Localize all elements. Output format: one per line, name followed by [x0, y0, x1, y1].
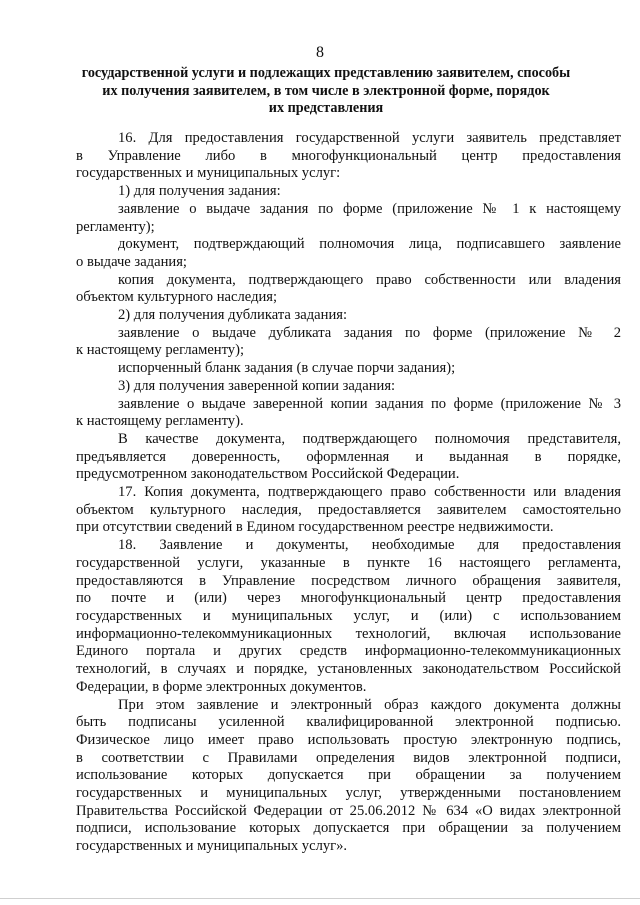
text-line: Правительства Российской Федерации от 25.06.2012 № 634 «О видах электронной	[76, 802, 621, 819]
paragraph	[76, 307, 621, 325]
text-line: В качестве документа, подтверждающего полномочия представителя,	[118, 430, 621, 447]
document-body	[76, 130, 621, 856]
page-bottom-edge	[0, 898, 640, 899]
text-line: Физическое лицо имеет право использовать простую электронную подпись,	[76, 731, 621, 748]
page-number: 8	[316, 44, 324, 61]
text-line: 1) для получения задания:	[118, 183, 281, 200]
text-line: 16. Для предоставления государственной услуги заявитель представляет	[118, 130, 621, 146]
text-line: предъявляется доверенность, оформленная и выданная в порядке,	[76, 448, 621, 465]
text-line: заявление о выдаче заверенной копии задания по форме (приложение № 3	[118, 395, 621, 412]
text-line: 18. Заявление и документы, необходимые для предоставления	[118, 537, 621, 554]
heading-line: их представления	[268, 100, 384, 116]
text-line: предоставляются в Управление посредством личного обращения заявителя,	[76, 572, 621, 589]
paragraph	[76, 272, 621, 307]
heading-line: государственной услуги и подлежащих представлению заявителем, способы	[81, 65, 571, 81]
text-line: при отсутствии сведений в Едином государственном реестре недвижимости.	[76, 519, 554, 536]
text-line: государственных и муниципальных услуг, и (или) с использованием	[76, 607, 621, 624]
paragraph	[76, 325, 621, 360]
text-line: документ, подтверждающий полномочия лица, подписавшего заявление	[118, 236, 621, 253]
text-line: в соответствии с Правилами определения видов электронной подписи,	[76, 749, 621, 766]
text-line: о выдаче задания;	[76, 253, 187, 270]
text-line: Федерации, в форме электронных документов.	[76, 678, 367, 695]
text-line: государственной услуги, указанные в пункте 16 настоящего регламента,	[76, 554, 621, 571]
paragraph	[76, 697, 621, 856]
paragraph	[76, 484, 621, 537]
paragraph	[76, 378, 621, 396]
text-line: заявление о выдаче задания по форме (приложение № 1 к настоящему	[118, 200, 621, 217]
text-line: подписи, использование которых допускается при обращении за получением	[76, 820, 621, 837]
paragraph	[76, 537, 621, 696]
text-line: технологий, в случаях и порядке, установленных законодательством Российской	[76, 661, 621, 678]
paragraph	[76, 201, 621, 236]
paragraph	[76, 183, 621, 201]
paragraph	[76, 431, 621, 484]
text-line: информационно-телекоммуникационных технологий, включая использование	[76, 625, 621, 642]
text-line: в Управление либо в многофункциональный центр предоставления	[76, 147, 621, 164]
text-line: Единого портала и других средств информационно-телекоммуникационных	[76, 643, 621, 660]
text-line: государственных и муниципальных услуг».	[76, 838, 348, 855]
paragraph	[76, 130, 621, 183]
paragraph	[76, 396, 621, 431]
text-line: объектом культурного наследия;	[76, 289, 278, 306]
section-heading	[70, 65, 582, 118]
text-line: 3) для получения заверенной копии задания:	[118, 377, 396, 394]
text-line: государственных и муниципальных услуг, утвержденными постановлением	[76, 785, 621, 802]
text-line: быть подписаны усиленной квалифицированной электронной подписью.	[76, 714, 621, 731]
paragraph	[76, 360, 621, 378]
text-line: регламенту);	[76, 218, 155, 235]
text-line: государственных и муниципальных услуг:	[76, 165, 341, 182]
text-line: 2) для получения дубликата задания:	[118, 307, 348, 324]
text-line: объектом культурного наследия, предоставляется заявителем самостоятельно	[76, 501, 621, 518]
text-line: заявление о выдаче дубликата задания по форме (приложение № 2	[118, 324, 621, 341]
text-line: испорченный бланк задания (в случае порчи задания);	[118, 360, 456, 377]
text-line: к настоящему регламенту).	[76, 413, 244, 430]
text-line: предусмотренном законодательством Российской Федерации.	[76, 466, 460, 483]
text-line: к настоящему регламенту);	[76, 342, 245, 359]
text-line: копия документа, подтверждающего право собственности или владения	[118, 271, 621, 288]
paragraph	[76, 236, 621, 271]
heading-line: их получения заявителем, в том числе в электронной форме, порядок	[102, 82, 550, 99]
text-line: 17. Копия документа, подтверждающего право собственности или владения	[118, 484, 621, 501]
text-line: по почте и (или) через многофункциональный центр предоставления	[76, 590, 621, 607]
text-line: использование которых допускается при обращении за получением	[76, 767, 621, 784]
text-line: При этом заявление и электронный образ каждого документа должны	[118, 696, 621, 713]
